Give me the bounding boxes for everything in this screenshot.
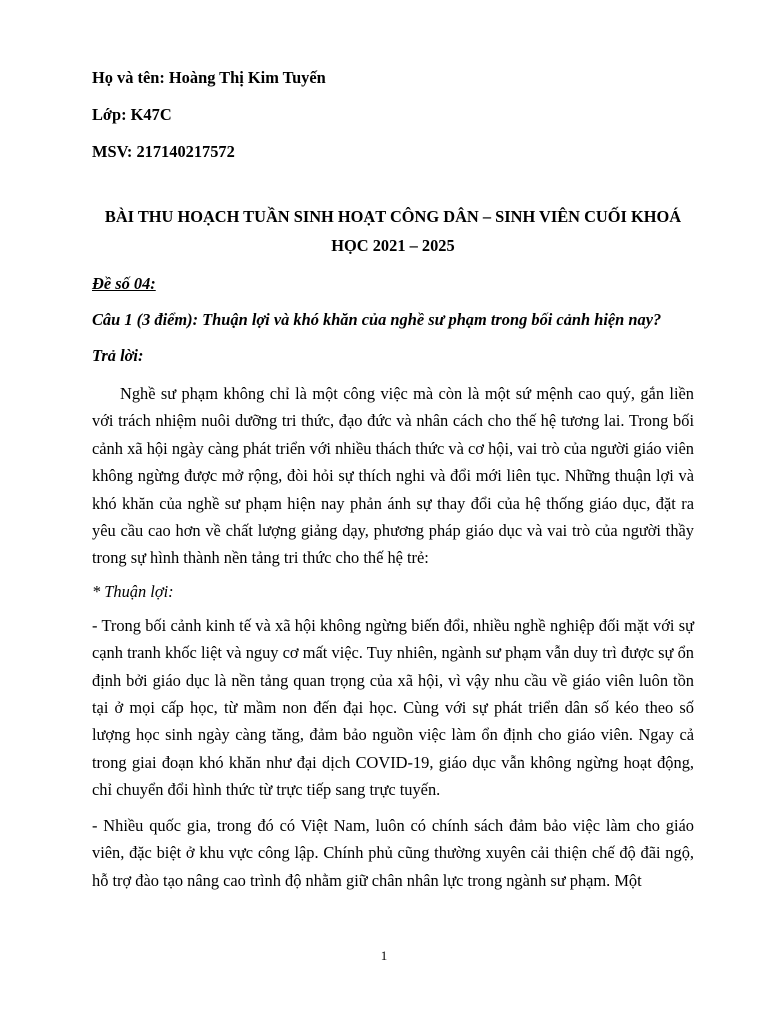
student-name-line: Họ và tên: Hoàng Thị Kim Tuyến — [92, 68, 326, 87]
advantages-heading: * Thuận lợi: — [92, 581, 174, 601]
topic-label — [92, 272, 694, 296]
class-line: Lớp: K47C — [92, 105, 172, 124]
document-title: BÀI THU HOẠCH TUẦN SINH HOẠT CÔNG DÂN – SINH VIÊN CUỐI KHOÁ HỌC 2021 – 2025 — [104, 207, 682, 255]
page-number: 1 — [380, 948, 388, 963]
advantage-paragraph-1: - Trong bối cảnh kinh tế và xã hội không ngừng biến đổi, nhiều nghề nghiệp đối mặt với sự cạnh tranh khốc liệt và nguy cơ mất việc. Tuy nhiên, ngành sư phạm vẫn duy trì được sự ổn định bởi giáo dục là nền tảng quan trọng của xã hội, vì vậy nhu cầu về giáo viên luôn tồn tại ở mọi cấp học, từ mầm non đến đại học. Cùng với sự phát triển dân số kéo theo số lượng học sinh ngày càng tăng, đảm bảo nguồn việc làm ổn định cho giáo viên. Ngay cả trong giai đoạn khó khăn như đại dịch COVID-19, giáo dục vẫn không ngừng hoạt động, chỉ chuyển đổi hình thức từ trực tiếp sang trực tuyến. — [92, 615, 694, 800]
question-text: Câu 1 (3 điểm): Thuận lợi và khó khăn của nghề sư phạm trong bối cảnh hiện nay? — [92, 310, 662, 329]
student-id-line: MSV: 217140217572 — [92, 142, 235, 161]
topic-label-text: Đề số 04: — [92, 274, 156, 293]
advantage-paragraph-2: - Nhiều quốc gia, trong đó có Việt Nam, luôn có chính sách đảm bảo việc làm cho giáo viên, đặc biệt ở khu vực công lập. Chính phủ cũng thường xuyên cải thiện chế độ đãi ngộ, hỗ trợ đào tạo nâng cao trình độ nhằm giữ chân nhân lực trong ngành sư phạm. Một — [92, 815, 694, 890]
intro-paragraph: Nghề sư phạm không chỉ là một công việc mà còn là một sứ mệnh cao quý, gắn liền với trách nhiệm nuôi dưỡng tri thức, đạo đức và nhân cách cho thế hệ tương lai. Trong bối cảnh xã hội ngày càng phát triển với nhiều thách thức và cơ hội, vai trò của người giáo viên không ngừng được mở rộng, đòi hỏi sự thích nghi và đổi mới liên tục. Những thuận lợi và khó khăn của nghề sư phạm hiện nay phản ánh sự thay đổi của hệ thống giáo dục, đặt ra yêu cầu cao hơn về chất lượng giảng dạy, phương pháp giáo dục và vai trò của người thầy trong sự hình thành nền tảng tri thức cho thế hệ trẻ: — [92, 384, 694, 568]
answer-label: Trả lời: — [92, 346, 144, 365]
document-body — [92, 66, 694, 902]
